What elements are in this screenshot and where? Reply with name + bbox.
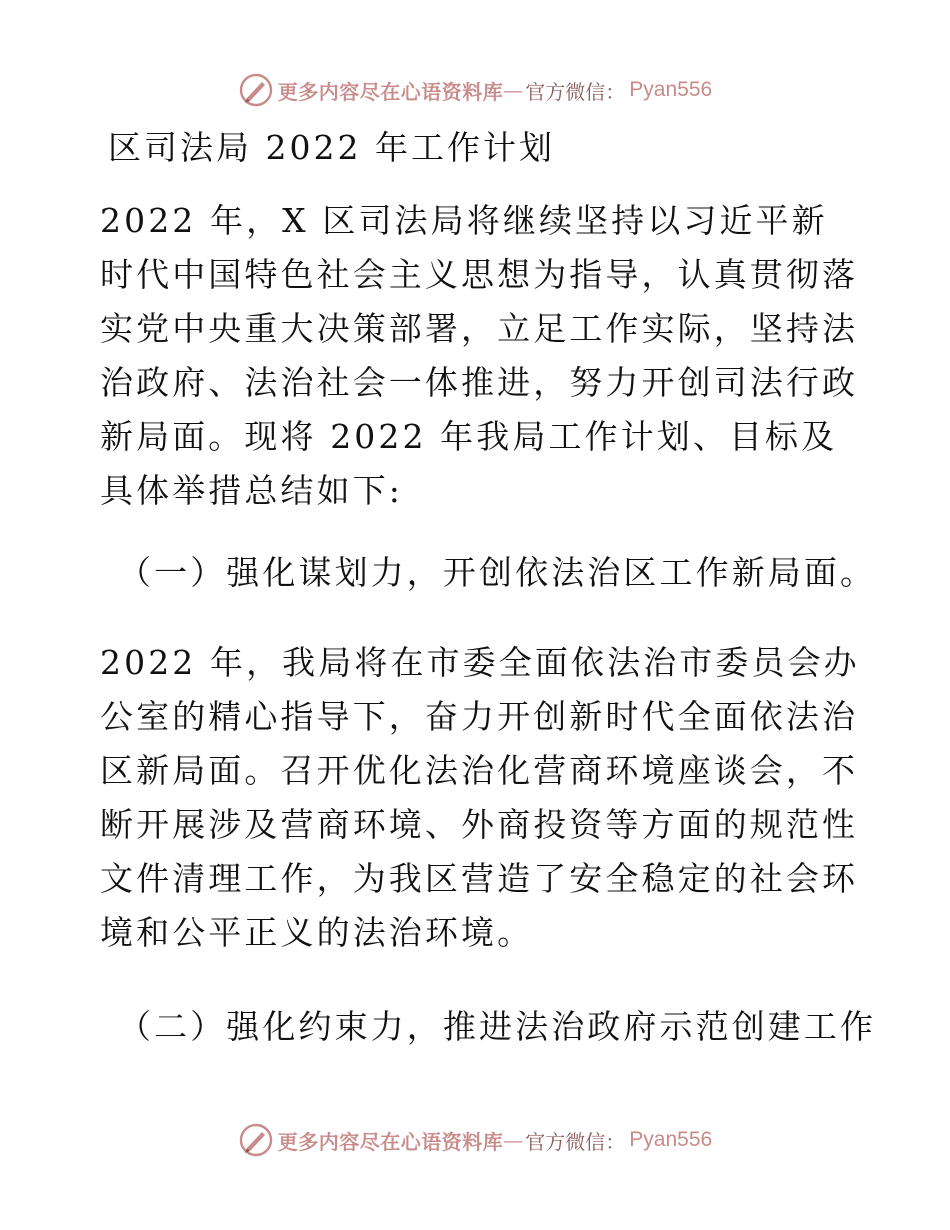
watermark-wechat-label: 官方微信： — [525, 1129, 626, 1154]
pen-logo-icon — [238, 72, 274, 108]
watermark-banner-top — [0, 70, 950, 110]
watermark-wechat-id: Pyan556 — [629, 78, 713, 101]
watermark-text: 更多内容尽在心语资料库 — [277, 1129, 504, 1154]
watermark-text: 更多内容尽在心语资料库 — [277, 79, 504, 104]
pen-logo-icon — [238, 1122, 274, 1158]
watermark-banner-bottom — [0, 1120, 950, 1160]
section-2-heading: （二）强化约束力，推进法治政府示范创建工作 — [118, 1007, 877, 1046]
section-1-body: 2022 年，我局将在市委全面依法治市委员会办公室的精心指导下，奋力开创新时代全面依法治区新局面。召开优化法治化营商环境座谈会，不断开展涉及营商环境、外商投资等方面的规范性文件清理工作，为我区营造了安全稳定的社会环境和公平正义的法治环境。 — [100, 643, 860, 952]
section-1-heading: （一）强化谋划力，开创依法治区工作新局面。 — [118, 553, 877, 592]
watermark-wechat-id: Pyan556 — [629, 1128, 713, 1151]
intro-paragraph: 2022 年，X 区司法局将继续坚持以习近平新时代中国特色社会主义思想为指导，认真贯彻落实党中央重大决策部署，立足工作实际，坚持法治政府、法治社会一体推进，努力开创司法行政新局面。现将 2022 年我局工作计划、目标及具体举措总结如下: — [100, 201, 859, 510]
watermark-separator: — — [503, 78, 524, 102]
document-title: 区司法局 2022 年工作计划 — [108, 128, 555, 167]
watermark-wechat-label: 官方微信： — [525, 79, 626, 104]
watermark-separator: — — [503, 1128, 524, 1152]
